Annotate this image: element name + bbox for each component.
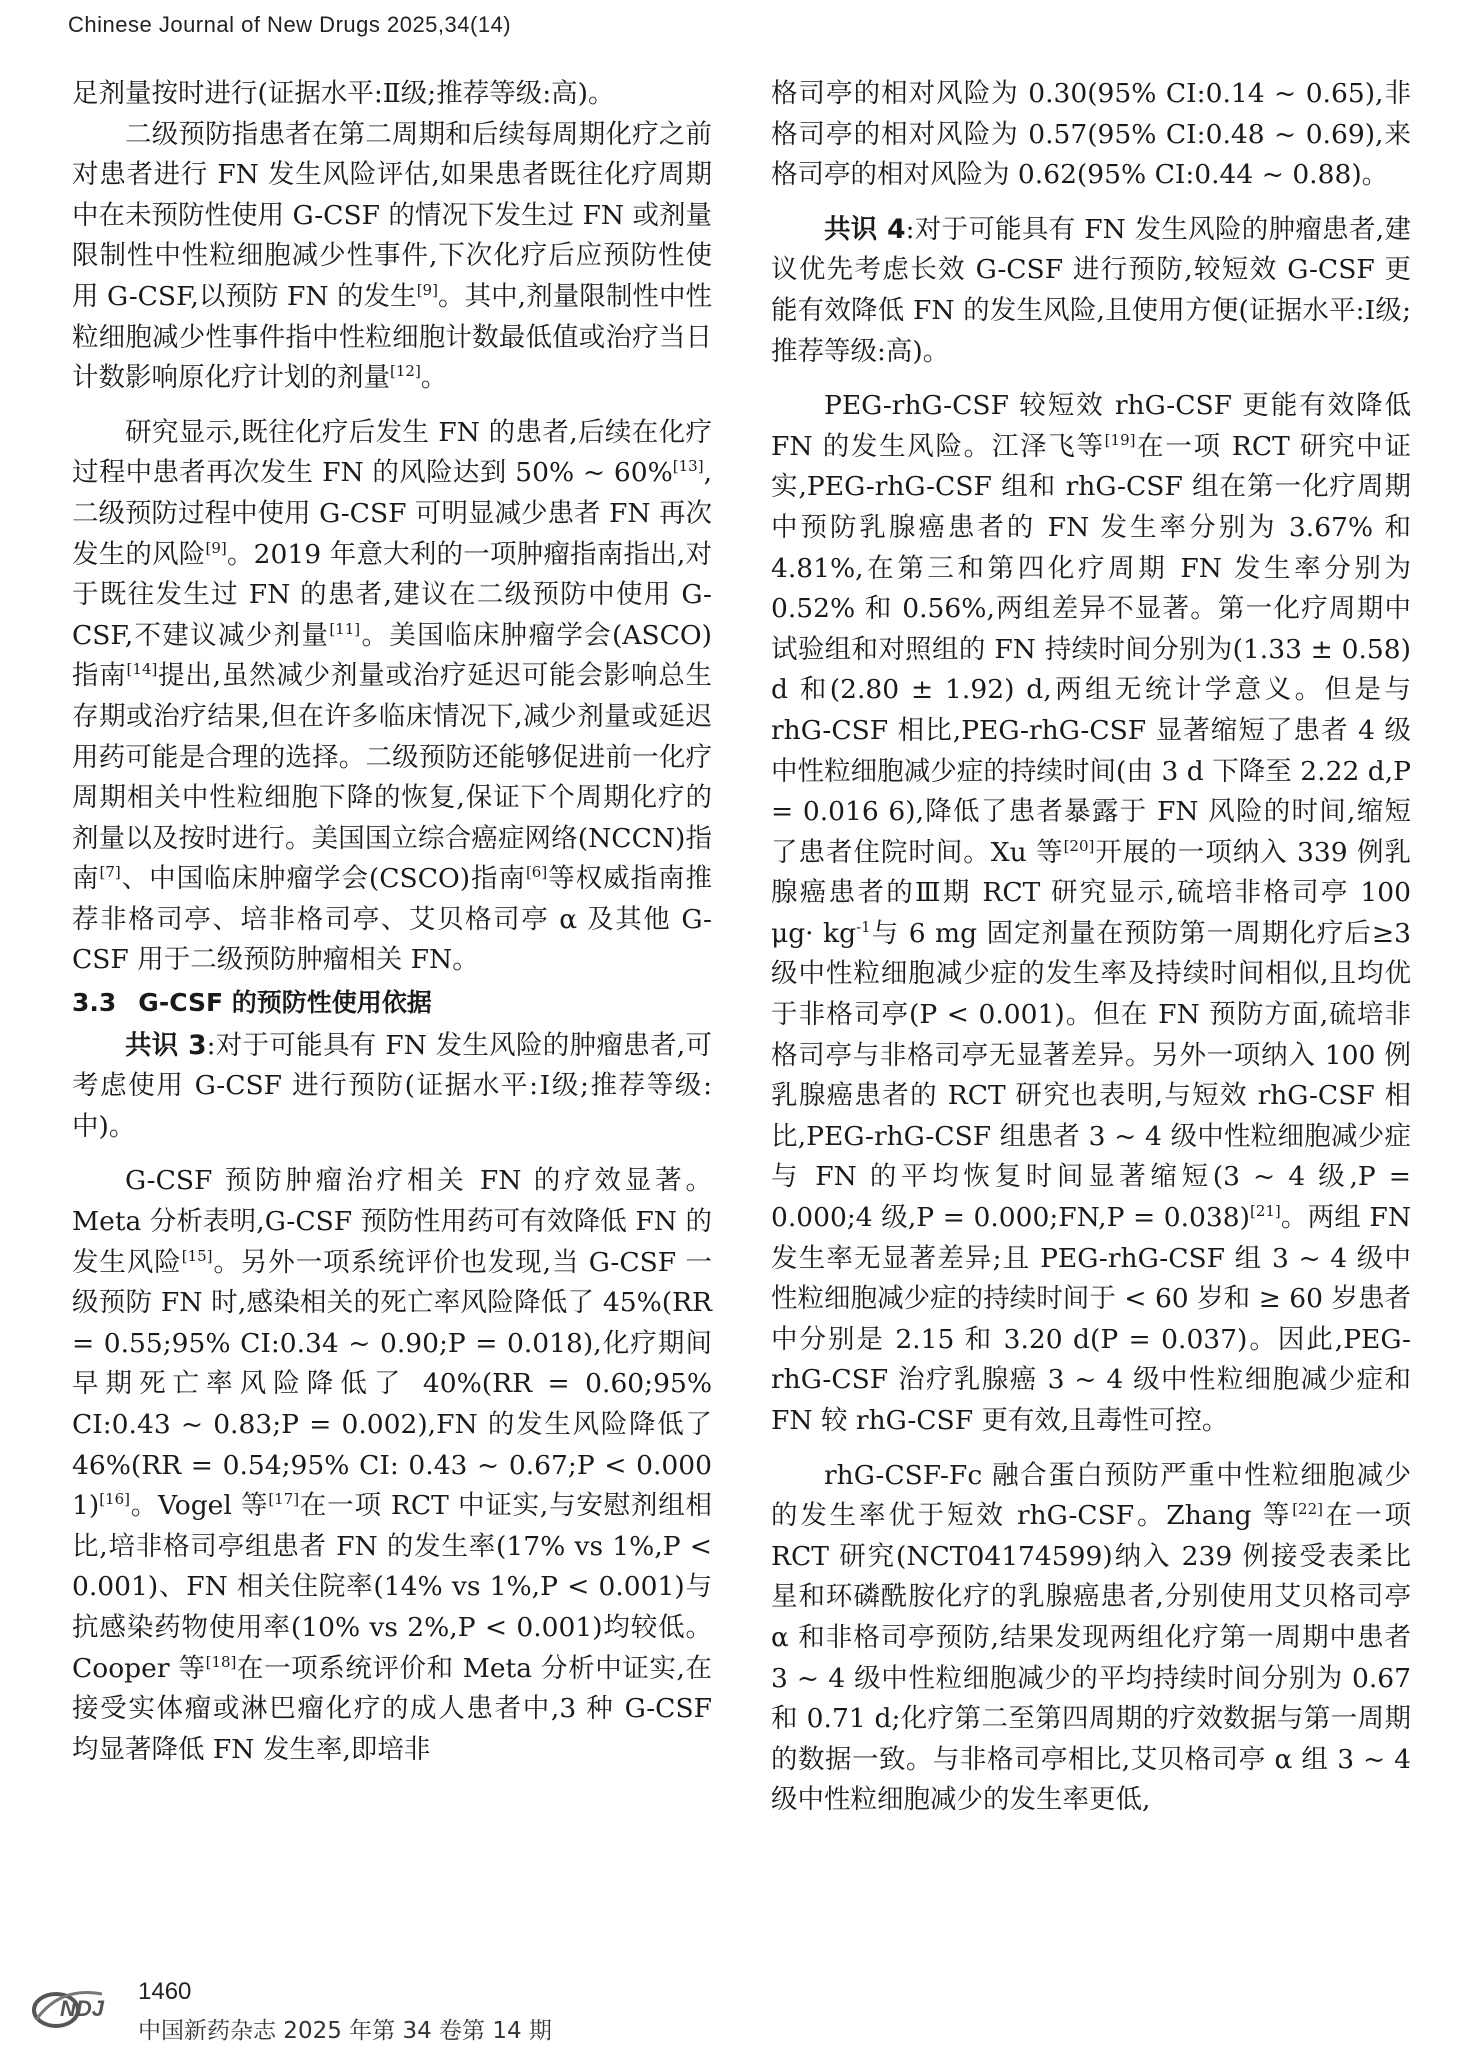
left-column (72, 74, 712, 1770)
section-number: 3.3 (72, 988, 117, 1018)
paragraph: 足剂量按时进行(证据水平:Ⅱ级;推荐等级:高)。 (72, 78, 615, 109)
consensus-label: 共识 3 (125, 1029, 207, 1061)
paragraph: 研究显示,既往化疗后发生 FN 的患者,后续在化疗过程中患者再次发生 FN 的风险达到 50% ~ 60%[13],二级预防过程中使用 G-CSF 可明显减少患者 FN 再次发生的风险[9]。2019 年意大利的一项肿瘤指南指出,对于既往发生过 FN 的患者,建议在二级预防中使用 G-CSF,不建议减少剂量[11]。美国临床肿瘤学会(ASCO)指南[14]提出,虽然减少剂量或治疗延迟可能会影响总生存期或治疗结果,但在许多临床情况下,减少剂量或延迟用药可能是合理的选择。二级预防还能够促进前一化疗周期相关中性粒细胞下降的恢复,保证下个周期化疗的剂量以及按时进行。美国国立综合癌症网络(NCCN)指南[7]、中国临床肿瘤学会(CSCO)指南[6]等权威指南推荐非格司亭、培非格司亭、艾贝格司亭 α 及其他 G-CSF 用于二级预防肿瘤相关 FN。 (72, 416, 713, 976)
paragraph: PEG-rhG-CSF 较短效 rhG-CSF 更能有效降低 FN 的发生风险。江泽飞等[19]在一项 RCT 研究中证实,PEG-rhG-CSF 组和 rhG-CSF 组在第一化疗周期中预防乳腺癌患者的 FN 发生率分别为 3.67% 和 4.81%,在第三和第四化疗周期 FN 发生率分别为 0.52% 和 0.56%,两组差异不显著。第一化疗周期中试验组和对照组的 FN 持续时间分别为(1.33 ± 0.58) d 和(2.80 ± 1.92) d,两组无统计学意义。但是与 rhG-CSF 相比,PEG-rhG-CSF 显著缩短了患者 4 级中性粒细胞减少症的持续时间(由 3 d 下降至 2.22 d,P = 0.016 6),降低了患者暴露于 FN 风险的时间,缩短了患者住院时间。Xu 等[20]开展的一项纳入 339 例乳腺癌患者的Ⅲ期 RCT 研究显示,硫培非格司亭 100 $\mu g\cdot kg^{-1}$与 6 mg 固定剂量在预防第一周期化疗后≥3 级中性粒细胞减少症的发生率及持续时间相似,且均优于非格司亭(P < 0.001)。但在 FN 预防方面,硫培非格司亭与非格司亭无显著差异。另外一项纳入 100 例乳腺癌患者的 RCT 研究也表明,与短效 rhG-CSF 相比,PEG-rhG-CSF 组患者 3 ~ 4 级中性粒细胞减少症与 FN 的平均恢复时间显著缩短(3 ~ 4 级,P = 0.000;4 级,P = 0.000;FN,P = 0.038)[21]。两组 FN 发生率无显著差异;且 PEG-rhG-CSF 组 3 ~ 4 级中性粒细胞减少症的持续时间于 < 60 岁和 ≥ 60 岁患者中分别是 2.15 和 3.20 d(P = 0.037)。因此,PEG-rhG-CSF 治疗乳腺癌 3 ~ 4 级中性粒细胞减少症和 FN 较 rhG-CSF 更有效,且毒性可控。 (771, 390, 1412, 1436)
citation[interactable]: [18] (205, 1652, 237, 1671)
section-title: G-CSF 的预防性使用依据 (138, 988, 432, 1018)
citation[interactable]: [19] (1104, 430, 1136, 449)
paragraph: 二级预防指患者在第二周期和后续每周期化疗之前对患者进行 FN 发生风险评估,如果患者既往化疗周期中在未预防性使用 G-CSF 的情况下发生过 FN 或剂量限制性中性粒细胞减少性事件,下次化疗后应预防性使用 G-CSF,以预防 FN 的发生[9]。其中,剂量限制性中性粒细胞减少性事件指中性粒细胞计数最低值或治疗当日计数影响原化疗计划的剂量[12]。 (72, 118, 712, 394)
citation[interactable]: [17] (268, 1490, 300, 1509)
paragraph: G-CSF 预防肿瘤治疗相关 FN 的疗效显著。Meta 分析表明,G-CSF 预防性用药可有效降低 FN 的发生风险[15]。另外一项系统评价也发现,当 G-CSF 一级预防 FN 时,感染相关的死亡率风险降低了 45%(RR = 0.55;95% CI:0.34 ~ 0.90;P = 0.018),化疗期间早期死亡率风险降低了 40%(RR = 0.60;95% CI:0.43 ~ 0.83;P = 0.002),FN 的发生风险降低了 46%(RR = 0.54;95% CI: 0.43 ~ 0.67;P < 0.000 1)[16]。Vogel 等[17]在一项 RCT 中证实,与安慰剂组相比,培非格司亭组患者 FN 的发生率(17% vs 1%,P < 0.001)、FN 相关住院率(14% vs 1%,P < 0.001)与抗感染药物使用率(10% vs 2%,P < 0.001)均较低。Cooper 等[18]在一项系统评价和 Meta 分析中证实,在接受实体瘤或淋巴瘤化疗的成人患者中,3 种 G-CSF 均显著降低 FN 发生率,即培非 (72, 1165, 713, 1765)
citation[interactable]: [9] (205, 538, 227, 557)
page-number: 1460 (138, 1978, 192, 2005)
citation[interactable]: [12] (390, 362, 421, 381)
logo-text: NDJ (60, 1996, 105, 2021)
citation[interactable]: [15] (181, 1246, 213, 1265)
citation[interactable]: [11] (329, 619, 361, 638)
paragraph: 格司亭的相对风险为 0.30(95% CI:0.14 ~ 0.65),非格司亭的相对风险为 0.57(95% CI:0.48 ~ 0.69),来格司亭的相对风险为 0.62(95% CI:0.44 ~ 0.88)。 (771, 78, 1411, 191)
citation[interactable]: [13] (672, 457, 704, 476)
citation[interactable]: [21] (1249, 1202, 1281, 1221)
citation[interactable]: [16] (99, 1490, 130, 1509)
paragraph: rhG-CSF-Fc 融合蛋白预防严重中性粒细胞减少的发生率优于短效 rhG-CSF。Zhang 等[22]在一项 RCT 研究(NCT04174599)纳入 239 例接受表柔比星和环磷酰胺化疗的乳腺癌患者,分别使用艾贝格司亭 α 和非格司亭预防,结果发现两组化疗第一周期中患者 3 ~ 4 级中性粒细胞减少的平均持续时间分别为 0.67 和 0.71 d;化疗第二至第四周期的疗效数据与第一周期的数据一致。与非格司亭相比,艾贝格司亭 α 组 3 ~ 4 级中性粒细胞减少的发生率更低, (771, 1459, 1412, 1816)
consensus-4: 共识 4:对于可能具有 FN 发生风险的肿瘤患者,建议优先考虑长效 G-CSF 进行预防,较短效 G-CSF 更能有效降低 FN 的发生风险,且使用方便(证据水平:Ⅰ级;推荐等级:高)。 (771, 213, 1411, 367)
journal-logo (30, 1980, 126, 2032)
citation[interactable]: [22] (1292, 1500, 1323, 1519)
citation[interactable]: [6] (525, 863, 548, 882)
section-heading (72, 983, 712, 1024)
journal-issue: 中国新药杂志 2025 年第 34 卷第 14 期 (138, 2018, 552, 2044)
citation[interactable]: [9] (416, 280, 438, 299)
right-column (771, 74, 1411, 1821)
citation[interactable]: [7] (99, 863, 121, 882)
citation[interactable]: [20] (1063, 836, 1095, 855)
consensus-label: 共识 4 (824, 213, 906, 245)
consensus-3: 共识 3:对于可能具有 FN 发生风险的肿瘤患者,可考虑使用 G-CSF 进行预防(证据水平:Ⅰ级;推荐等级:中)。 (72, 1029, 712, 1142)
superscript: -1 (856, 917, 871, 936)
running-head: Chinese Journal of New Drugs 2025,34(14) (68, 12, 512, 37)
citation[interactable]: [14] (126, 660, 158, 679)
